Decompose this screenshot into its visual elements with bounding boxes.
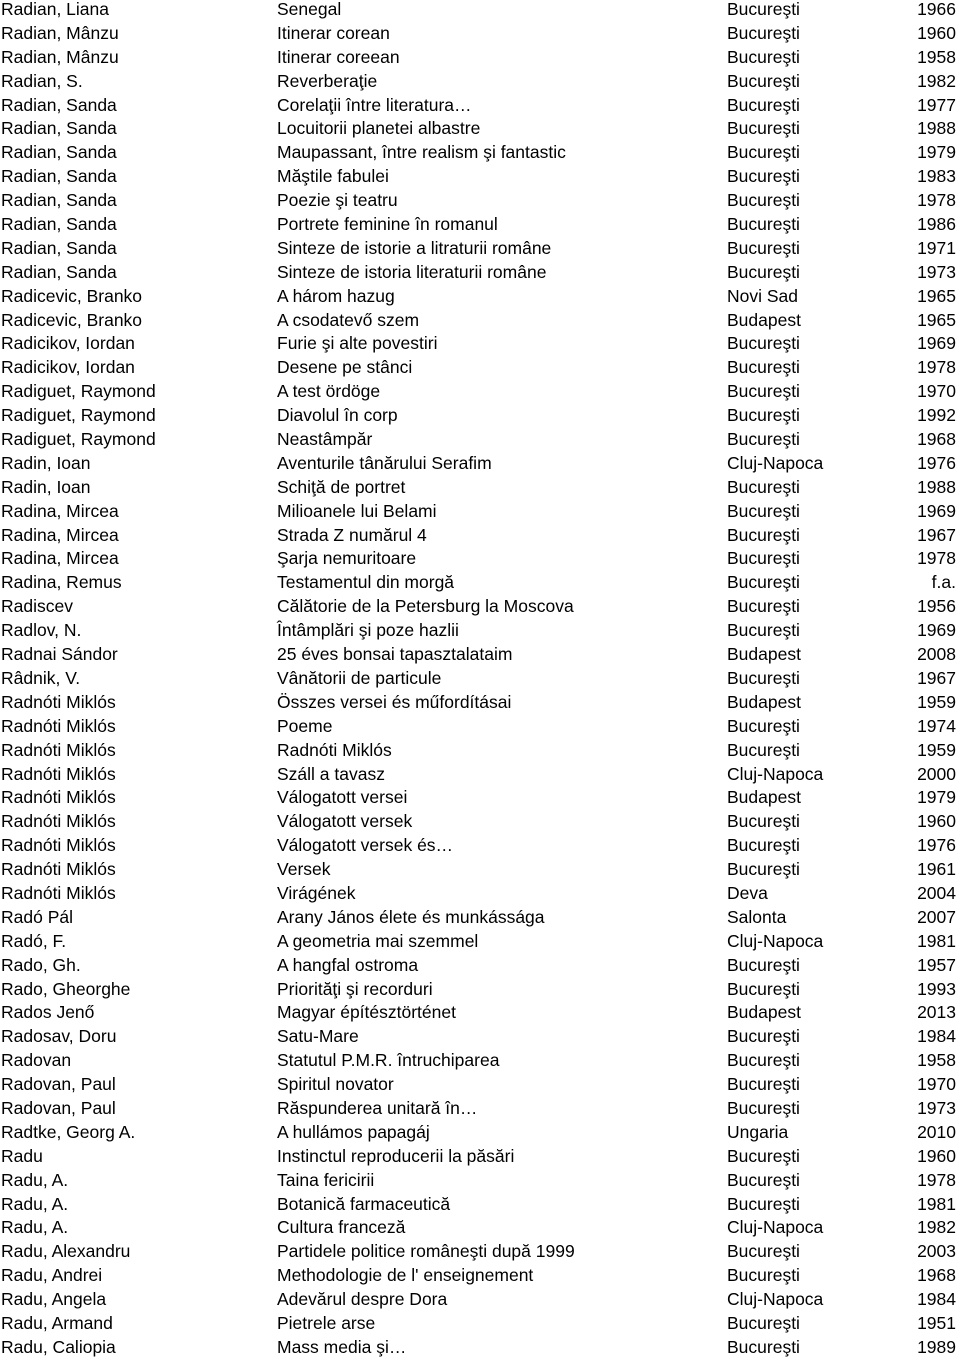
catalog-title: Adevărul despre Dora [277,1289,448,1310]
catalog-row [0,1099,960,1123]
catalog-title: A csodatevő szem [277,309,420,330]
catalog-author: Radian, Sanda [1,142,117,163]
catalog-city: Bucureşti [727,166,800,187]
catalog-city: Bucureşti [727,1097,800,1118]
catalog-author: Radu, Angela [1,1289,107,1310]
catalog-city: Budapest [727,309,801,330]
catalog-city: Bucureşti [727,357,800,378]
catalog-row [0,167,960,191]
catalog-title: Mass media şi… [277,1336,407,1357]
catalog-year: 1966 [917,0,956,19]
catalog-year: 1983 [917,166,956,187]
catalog-title: Poezie şi teatru [277,190,398,211]
catalog-row [0,119,960,143]
catalog-city: Bucureşti [727,500,800,521]
catalog-row [0,334,960,358]
catalog-author: Radian, Sanda [1,166,117,187]
catalog-row [0,191,960,215]
catalog-year: 1978 [917,190,956,211]
catalog-author: Radu, Armand [1,1312,113,1333]
catalog-year: 1973 [917,1097,956,1118]
catalog-city: Bucureşti [727,476,800,497]
catalog-year: 1968 [917,429,956,450]
catalog-author: Radnóti Miklós [1,811,116,832]
catalog-city: Bucureşti [727,1312,800,1333]
catalog-city: Bucureşti [727,1145,800,1166]
catalog-author: Radu [1,1145,43,1166]
catalog-title: A hullámos papagáj [277,1121,430,1142]
catalog-author: Radian, Sanda [1,94,117,115]
catalog-title: Desene pe stânci [277,357,413,378]
catalog-author: Radin, Ioan [1,452,91,473]
catalog-row [0,669,960,693]
catalog-author: Radnóti Miklós [1,715,116,736]
catalog-row [0,932,960,956]
catalog-year: 1986 [917,214,956,235]
catalog-author: Radian, Sanda [1,190,117,211]
catalog-city: Bucureşti [727,70,800,91]
catalog-row [0,1123,960,1147]
catalog-author: Radian, Sanda [1,261,117,282]
catalog-city: Budapest [727,644,801,665]
catalog-row [0,382,960,406]
catalog-author: Radin, Ioan [1,476,91,497]
catalog-city: Bucureşti [727,978,800,999]
catalog-city: Bucureşti [727,190,800,211]
catalog-city: Bucureşti [727,954,800,975]
catalog-title: A hangfal ostroma [277,954,419,975]
catalog-author: Radtke, Georg A. [1,1121,136,1142]
catalog-city: Budapest [727,691,801,712]
catalog-row [0,454,960,478]
catalog-city: Bucureşti [727,237,800,258]
catalog-city: Bucureşti [727,811,800,832]
catalog-row [0,1218,960,1242]
catalog-year: 1988 [917,476,956,497]
catalog-year: 1971 [917,237,956,258]
catalog-city: Bucureşti [727,1193,800,1214]
catalog-year: 1978 [917,548,956,569]
catalog-year: 1968 [917,1265,956,1286]
catalog-city: Bucureşti [727,1265,800,1286]
catalog-author: Radnóti Miklós [1,787,116,808]
catalog-city: Cluj-Napoca [727,763,824,784]
catalog-row [0,1290,960,1314]
catalog-year: 1961 [917,859,956,880]
catalog-year: 1978 [917,357,956,378]
catalog-city: Bucureşti [727,620,800,641]
catalog-author: Radnóti Miklós [1,763,116,784]
catalog-author: Radian, Sanda [1,237,117,258]
catalog-year: 1976 [917,452,956,473]
catalog-row [0,1242,960,1266]
catalog-author: Radicikov, Iordan [1,333,135,354]
catalog-author: Radnóti Miklós [1,835,116,856]
catalog-row [0,717,960,741]
catalog-title: Cultura franceză [277,1217,406,1238]
catalog-year: 1960 [917,811,956,832]
catalog-row [0,812,960,836]
catalog-year: 1958 [917,1050,956,1071]
catalog-author: Radiscev [1,596,73,617]
catalog-year: 1988 [917,118,956,139]
catalog-row [0,72,960,96]
catalog-title: 25 éves bonsai tapasztalataim [277,644,513,665]
catalog-year: 1984 [917,1026,956,1047]
catalog-author: Radovan, Paul [1,1097,116,1118]
catalog-title: Poeme [277,715,333,736]
catalog-title: Strada Z numărul 4 [277,524,427,545]
catalog-title: Válogatott versei [277,787,408,808]
catalog-author: Radian, Sanda [1,118,117,139]
catalog-row [0,96,960,120]
catalog-row [0,239,960,263]
catalog-city: Bucureşti [727,1074,800,1095]
catalog-title: Taina fericirii [277,1169,375,1190]
catalog-author: Radosav, Doru [1,1026,117,1047]
catalog-author: Radian, Mânzu [1,46,119,67]
catalog-year: 1981 [917,930,956,951]
catalog-city: Budapest [727,1002,801,1023]
catalog-author: Radnai Sándor [1,644,118,665]
catalog-author: Radicikov, Iordan [1,357,135,378]
catalog-row [0,1314,960,1338]
catalog-row [0,1171,960,1195]
catalog-year: 1959 [917,739,956,760]
catalog-author: Radu, A. [1,1193,69,1214]
catalog-author: Radu, A. [1,1169,69,1190]
catalog-row [0,597,960,621]
catalog-year: 1977 [917,94,956,115]
catalog-author: Radiguet, Raymond [1,405,156,426]
catalog-year: 1976 [917,835,956,856]
catalog-author: Radu, Caliopia [1,1336,116,1357]
catalog-title: Versek [277,859,331,880]
catalog-title: A test ördöge [277,381,381,402]
catalog-title: Arany János élete és munkássága [277,906,545,927]
catalog-author: Radina, Remus [1,572,122,593]
catalog-city: Bucureşti [727,118,800,139]
catalog-row [0,621,960,645]
catalog-title: Furie şi alte povestiri [277,333,438,354]
catalog-title: Válogatott versek [277,811,413,832]
catalog-row [0,836,960,860]
catalog-year: 1965 [917,309,956,330]
catalog-city: Bucureşti [727,1050,800,1071]
catalog-year: 2004 [917,882,956,903]
catalog-author: Rados Jenő [1,1002,95,1023]
catalog-city: Bucureşti [727,739,800,760]
catalog-year: 1951 [917,1312,956,1333]
catalog-city: Bucureşti [727,381,800,402]
catalog-city: Bucureşti [727,572,800,593]
catalog-year: 1957 [917,954,956,975]
catalog-row [0,1147,960,1171]
catalog-year: 1969 [917,620,956,641]
catalog-row [0,263,960,287]
catalog-year: 1974 [917,715,956,736]
catalog-row [0,502,960,526]
catalog-title: Întâmplări şi poze hazlii [277,620,459,641]
catalog-year: 1956 [917,596,956,617]
catalog-city: Bucureşti [727,715,800,736]
catalog-row [0,741,960,765]
catalog-city: Bucureşti [727,1336,800,1357]
catalog-title: Locuitorii planetei albastre [277,118,481,139]
catalog-row [0,765,960,789]
catalog-year: 1969 [917,333,956,354]
catalog-row [0,215,960,239]
catalog-title: Vânătorii de particule [277,667,442,688]
catalog-row [0,287,960,311]
catalog-author: Radian, Sanda [1,214,117,235]
catalog-row [0,693,960,717]
catalog-city: Budapest [727,787,801,808]
catalog-author: Radina, Mircea [1,500,119,521]
catalog-title: Satu-Mare [277,1026,359,1047]
catalog-row [0,884,960,908]
catalog-title: Neastâmpăr [277,429,373,450]
catalog-city: Bucureşti [727,429,800,450]
catalog-year: 1970 [917,1074,956,1095]
catalog-city: Cluj-Napoca [727,1217,824,1238]
catalog-year: 1965 [917,285,956,306]
catalog-year: 1969 [917,500,956,521]
catalog-author: Radian, Mânzu [1,22,119,43]
catalog-year: 1981 [917,1193,956,1214]
catalog-title: Călătorie de la Petersburg la Moscova [277,596,574,617]
catalog-year: 1970 [917,381,956,402]
catalog-author: Radiguet, Raymond [1,429,156,450]
catalog-title: Statutul P.M.R. întruchiparea [277,1050,500,1071]
catalog-city: Bucureşti [727,1026,800,1047]
catalog-city: Bucureşti [727,333,800,354]
catalog-row [0,1003,960,1027]
catalog-author: Radu, Andrei [1,1265,103,1286]
catalog-title: Methodologie de l' enseignement [277,1265,534,1286]
catalog-city: Deva [727,882,768,903]
catalog-year: 2003 [917,1241,956,1262]
catalog-title: Schiţă de portret [277,476,406,497]
catalog-year: 2007 [917,906,956,927]
catalog-row [0,1195,960,1219]
catalog-author: Radina, Mircea [1,524,119,545]
catalog-title: Măştile fabulei [277,166,389,187]
catalog-year: 1967 [917,667,956,688]
catalog-year: 2008 [917,644,956,665]
catalog-title: Instinctul reproducerii la păsări [277,1145,515,1166]
catalog-row [0,48,960,72]
catalog-title: Sinteze de istoria literaturii române [277,261,547,282]
catalog-title: Reverberaţie [277,70,378,91]
catalog-row [0,980,960,1004]
catalog-title: Sinteze de istorie a litraturii române [277,237,552,258]
catalog-title: Maupassant, între realism şi fantastic [277,142,566,163]
catalog-author: Radlov, N. [1,620,82,641]
catalog-row [0,358,960,382]
catalog-author: Radnóti Miklós [1,739,116,760]
catalog-city: Novi Sad [727,285,799,306]
catalog-title: Partidele politice româneşti după 1999 [277,1241,575,1262]
catalog-city: Bucureşti [727,1241,800,1262]
catalog-author: Radu, A. [1,1217,69,1238]
catalog-title: Itinerar coreean [277,46,400,67]
catalog-year: 1982 [917,1217,956,1238]
catalog-year: 2010 [917,1121,956,1142]
catalog-author: Radó, F. [1,930,67,951]
catalog-title: Spiritul novator [277,1074,394,1095]
catalog-year: 1984 [917,1289,956,1310]
catalog-row [0,1266,960,1290]
catalog-city: Bucureşti [727,46,800,67]
catalog-author: Radina, Mircea [1,548,119,569]
catalog-row [0,0,960,24]
catalog-year: 1978 [917,1169,956,1190]
catalog-row [0,549,960,573]
catalog-title: A geometria mai szemmel [277,930,479,951]
catalog-city: Cluj-Napoca [727,452,824,473]
catalog-city: Ungaria [727,1121,789,1142]
catalog-title: Száll a tavasz [277,763,385,784]
catalog-row [0,573,960,597]
catalog-row [0,956,960,980]
catalog-author: Râdnik, V. [1,667,81,688]
catalog-row [0,24,960,48]
catalog-title: Aventurile tânărului Serafim [277,452,492,473]
catalog-title: Válogatott versek és… [277,835,454,856]
catalog-title: Răspunderea unitară în… [277,1097,478,1118]
catalog-row [0,430,960,454]
catalog-title: Corelaţii între literatura… [277,94,472,115]
catalog-city: Bucureşti [727,548,800,569]
catalog-year: 1979 [917,142,956,163]
catalog-row [0,1338,960,1362]
catalog-author: Radu, Alexandru [1,1241,131,1262]
catalog-author: Radovan [1,1050,72,1071]
catalog-row [0,908,960,932]
catalog-row [0,1051,960,1075]
catalog-city: Bucureşti [727,0,800,19]
catalog-year: 1967 [917,524,956,545]
catalog-year: 1982 [917,70,956,91]
catalog-year: 2000 [917,763,956,784]
catalog-row [0,1027,960,1051]
catalog-city: Cluj-Napoca [727,1289,824,1310]
catalog-title: Priorităţi şi recorduri [277,978,433,999]
catalog-title: Şarja nemuritoare [277,548,417,569]
catalog-city: Bucureşti [727,859,800,880]
catalog-title: Diavolul în corp [277,405,398,426]
catalog-author: Radnóti Miklós [1,691,116,712]
catalog-author: Radiguet, Raymond [1,381,156,402]
catalog-author: Radovan, Paul [1,1074,116,1095]
catalog-city: Cluj-Napoca [727,930,824,951]
catalog-city: Bucureşti [727,667,800,688]
catalog-city: Salonta [727,906,787,927]
catalog-row [0,645,960,669]
catalog-year: 1992 [917,405,956,426]
catalog-year: 1989 [917,1336,956,1357]
catalog-year: 1960 [917,22,956,43]
catalog-title: Botanică farmaceutică [277,1193,451,1214]
catalog-row [0,406,960,430]
catalog-row [0,1075,960,1099]
catalog-city: Bucureşti [727,1169,800,1190]
catalog-row [0,788,960,812]
catalog-author: Radian, Liana [1,0,109,19]
catalog-year: 1959 [917,691,956,712]
catalog-author: Radnóti Miklós [1,859,116,880]
catalog-year: 1993 [917,978,956,999]
catalog-city: Bucureşti [727,94,800,115]
catalog-title: Radnóti Miklós [277,739,392,760]
catalog-year: 1973 [917,261,956,282]
catalog-title: Virágének [277,882,356,903]
catalog-city: Bucureşti [727,596,800,617]
catalog-row [0,526,960,550]
catalog-city: Bucureşti [727,142,800,163]
catalog-row [0,478,960,502]
catalog-author: Rado, Gh. [1,954,81,975]
catalog-author: Rado, Gheorghe [1,978,131,999]
catalog-year: 1958 [917,46,956,67]
catalog-city: Bucureşti [727,835,800,856]
catalog-year: f.a. [931,572,956,593]
catalog-title: Összes versei és műfordításai [277,691,512,712]
catalog-city: Bucureşti [727,261,800,282]
catalog-author: Radó Pál [1,906,73,927]
catalog-row [0,860,960,884]
catalog-title: Senegal [277,0,342,19]
catalog-author: Radicevic, Branko [1,309,143,330]
catalog-author: Radnóti Miklós [1,882,116,903]
catalog-author: Radian, S. [1,70,83,91]
catalog-title: Itinerar corean [277,22,390,43]
catalog-row [0,311,960,335]
catalog-author: Radicevic, Branko [1,285,143,306]
catalog-city: Bucureşti [727,405,800,426]
catalog-title: Testamentul din morgă [277,572,455,593]
catalog-title: Pietrele arse [277,1312,376,1333]
catalog-city: Bucureşti [727,22,800,43]
catalog-title: Portrete feminine în romanul [277,214,498,235]
catalog-title: Magyar építésztörténet [277,1002,456,1023]
catalog-city: Bucureşti [727,214,800,235]
catalog-year: 1960 [917,1145,956,1166]
catalog-city: Bucureşti [727,524,800,545]
catalog-year: 2013 [917,1002,956,1023]
catalog-title: Milioanele lui Belami [277,500,437,521]
catalog-year: 1979 [917,787,956,808]
catalog-row [0,143,960,167]
catalog-title: A három hazug [277,285,395,306]
